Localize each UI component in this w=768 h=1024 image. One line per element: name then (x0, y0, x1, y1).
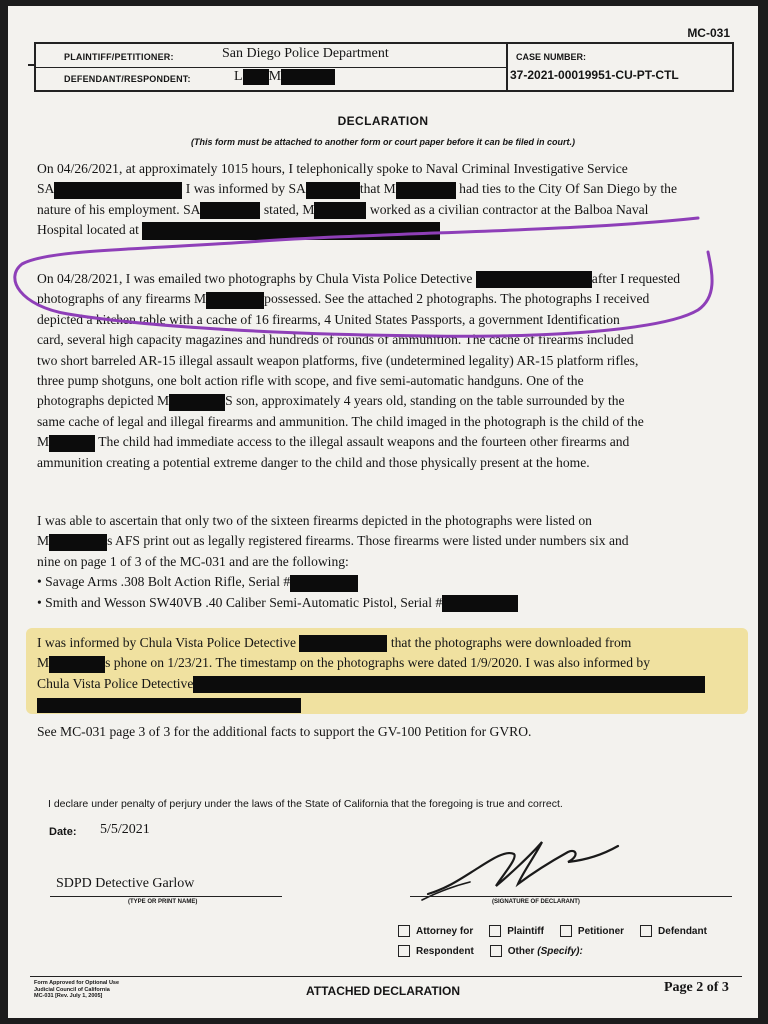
text-line (37, 572, 737, 592)
text-span: s phone on 1/23/21. The timestamp on the photographs were dated 1/9/2020. I was also informed by (105, 655, 651, 671)
checkbox-plaintiff[interactable] (489, 925, 544, 937)
defendant-surname-initial: M (268, 69, 282, 85)
redaction-bar (396, 182, 456, 199)
defendant-initial: L (234, 69, 243, 85)
signature-rule (410, 896, 732, 897)
text-line (37, 674, 737, 694)
text-line (37, 552, 737, 572)
text-span: photographs depicted M (37, 393, 170, 409)
checkbox-label: Attorney for (416, 925, 474, 937)
text-span: The child had immediate access to the illegal assault weapons and the fourteen other firearms and (98, 434, 630, 450)
document-page (8, 6, 758, 1018)
date-label: Date: (49, 826, 77, 838)
redaction-bar (442, 595, 518, 612)
text-span: See MC-031 page 3 of 3 for the additional facts to support the GV-100 Petition for GVRO. (37, 724, 532, 739)
text-line (37, 159, 737, 179)
text-span: nature of his employment. SA (37, 201, 201, 217)
text-line (37, 371, 737, 391)
text-line (37, 330, 737, 350)
text-span: same cache of legal and illegal firearms and ammunition. The child imaged in the photograph is the child of the (37, 413, 644, 429)
text-span: ammunition creating a potential extreme danger to the child and those physically present at the home. (37, 454, 590, 470)
text-span: that M (359, 181, 396, 197)
redaction-bar (193, 676, 705, 693)
defendant-label: DEFENDANT/RESPONDENT: (64, 74, 191, 84)
checkbox-square[interactable] (398, 945, 410, 957)
redaction-bar (49, 435, 95, 452)
redaction-bar (206, 292, 264, 309)
redaction-bar (54, 182, 182, 199)
date-value: 5/5/2021 (100, 822, 150, 837)
checkbox-square[interactable] (398, 925, 410, 937)
checkbox-label: Plaintiff (507, 925, 544, 937)
text-span: that the photographs were downloaded from (390, 635, 632, 650)
text-line (37, 453, 737, 473)
checkbox-square[interactable] (640, 925, 652, 937)
text-line (37, 653, 737, 673)
redaction-bar (476, 271, 592, 288)
checkbox-label: Other (507, 945, 535, 957)
checkbox-petitioner[interactable] (560, 925, 624, 937)
text-line (37, 412, 737, 432)
text-span: On 04/26/2021, at approximately 1015 hours, I telephonically spoke to Naval Criminal Investigative Service (37, 161, 628, 176)
text-span: Chula Vista Police Detective (37, 675, 194, 691)
case-number-label: CASE NUMBER: (516, 52, 587, 62)
text-span: M (37, 434, 50, 450)
text-line (37, 351, 737, 371)
checkbox-specify: (Specify): (537, 945, 583, 957)
text-line (37, 310, 737, 330)
text-line (37, 200, 737, 220)
text-span: after I requested (591, 271, 681, 286)
text-span: On 04/28/2021, I was emailed two photographs by Chula Vista Police Detective (37, 271, 473, 286)
redaction-bar (299, 635, 387, 652)
redaction-bar (281, 69, 335, 85)
redaction-bar (314, 202, 366, 219)
declarant-name: SDPD Detective Garlow (56, 876, 195, 891)
text-line (37, 593, 737, 613)
form-id: MC-031 (687, 26, 730, 40)
caption-parties (36, 44, 508, 90)
text-span: SA (37, 181, 55, 197)
paragraph-afs-registration (37, 511, 737, 613)
footer-title: ATTACHED DECLARATION (306, 984, 460, 998)
text-line (37, 220, 737, 240)
text-span: M (37, 533, 50, 549)
document-title: DECLARATION (337, 114, 429, 128)
name-caption: (TYPE OR PRINT NAME) (128, 899, 198, 905)
text-span: • Smith and Wesson SW40VB .40 Caliber Semi-Automatic Pistol, Serial # (37, 594, 443, 610)
text-span: s AFS print out as legally registered firearms. Those firearms were listed under numbers six and (107, 533, 629, 549)
checkbox-label: Respondent (416, 945, 474, 957)
text-span: worked as a civilian contractor at the Balboa Naval (369, 201, 649, 217)
paragraph-see-page-3 (37, 722, 737, 742)
redaction-bar (243, 69, 269, 85)
redaction-bar (200, 202, 260, 219)
checkbox-attorney[interactable] (398, 925, 473, 937)
redaction-bar (142, 222, 440, 240)
name-rule (50, 896, 282, 897)
document-subtitle: (This form must be attached to another form or court paper before it can be filed in court.) (190, 137, 576, 147)
redaction-bar (169, 394, 225, 411)
text-line (37, 633, 737, 653)
plaintiff-label: PLAINTIFF/PETITIONER: (64, 52, 174, 62)
checkbox-defendant[interactable] (640, 925, 707, 937)
text-span: I was able to ascertain that only two of the sixteen firearms depicted in the photographs were listed on (37, 513, 592, 528)
text-line (37, 289, 737, 309)
checkbox-label: Petitioner (577, 925, 625, 937)
checkbox-square[interactable] (489, 925, 501, 937)
text-line (37, 722, 737, 742)
checkbox-label: Defendant (658, 925, 707, 937)
paragraph-phone-download (37, 633, 737, 715)
text-span: S son, approximately 4 years old, standing on the table surrounded by the (225, 393, 625, 409)
text-span: possessed. See the attached 2 photographs. The photographs I received (264, 291, 650, 307)
text-line (37, 269, 737, 289)
paragraph-ncis-call (37, 159, 737, 241)
case-number-value: 37-2021-00019951-CU-PT-CTL (510, 68, 679, 82)
footer-left-line: MC-031 [Rev. July 1, 2005] (34, 993, 103, 999)
defendant-value (234, 69, 335, 85)
footer-rule (30, 976, 742, 977)
paragraph-photographs (37, 269, 737, 473)
defendant-row (36, 67, 506, 90)
text-line (37, 391, 737, 411)
checkbox-square[interactable] (560, 925, 572, 937)
plaintiff-value: San Diego Police Department (222, 46, 389, 61)
text-span: had ties to the City Of San Diego by the (459, 181, 677, 197)
caption-box (34, 42, 734, 92)
footer-left-line: Form Approved for Optional Use (34, 980, 120, 986)
text-span: stated, M (263, 201, 315, 217)
text-line (37, 432, 737, 452)
text-span: card, several high capacity magazines and hundreds of rounds of ammunition. The cache of firearms included (37, 332, 634, 348)
text-span: photographs of any firearms M (37, 291, 207, 307)
checkbox-square[interactable] (490, 945, 502, 957)
text-line (37, 179, 737, 199)
page-number: Page 2 of 3 (664, 980, 729, 995)
text-line (37, 694, 737, 714)
perjury-declaration: I declare under penalty of perjury under the laws of the State of California that the foregoing is true and correct. (48, 798, 563, 810)
text-span: nine on page 1 of 3 of the MC-031 and are the following: (37, 553, 349, 569)
text-span: I was informed by SA (185, 181, 306, 197)
checkbox-other[interactable] (490, 945, 583, 957)
checkbox-respondent[interactable] (398, 945, 474, 957)
text-span: depicted a kitchen table with a cache of 16 firearms, 4 United States Passports, a government Identification (37, 311, 620, 327)
signature-caption: (SIGNATURE OF DECLARANT) (492, 899, 580, 905)
checkbox-row-2 (398, 944, 583, 962)
text-span: three pump shotguns, one bolt action rifle with scope, and five semi-automatic handguns. One of the (37, 372, 584, 388)
text-span: Hospital located at (37, 222, 139, 238)
text-span: M (37, 655, 50, 671)
text-span: two short barreled AR-15 illegal assault weapon platforms, five (undetermined legality) AR-15 platform rifles, (37, 352, 639, 368)
checkbox-row-1 (398, 924, 707, 942)
text-line (37, 531, 737, 551)
plaintiff-row (36, 44, 506, 68)
redaction-bar (306, 182, 360, 199)
footer-left-line: Judicial Council of California (34, 986, 110, 993)
text-line (37, 511, 737, 531)
redaction-bar (49, 534, 107, 551)
redaction-bar (290, 575, 358, 592)
redaction-bar (49, 656, 105, 673)
redaction-bar (37, 698, 301, 713)
text-span: I was informed by Chula Vista Police Detective (37, 635, 297, 650)
text-span: • Savage Arms .308 Bolt Action Rifle, Serial # (37, 574, 291, 590)
